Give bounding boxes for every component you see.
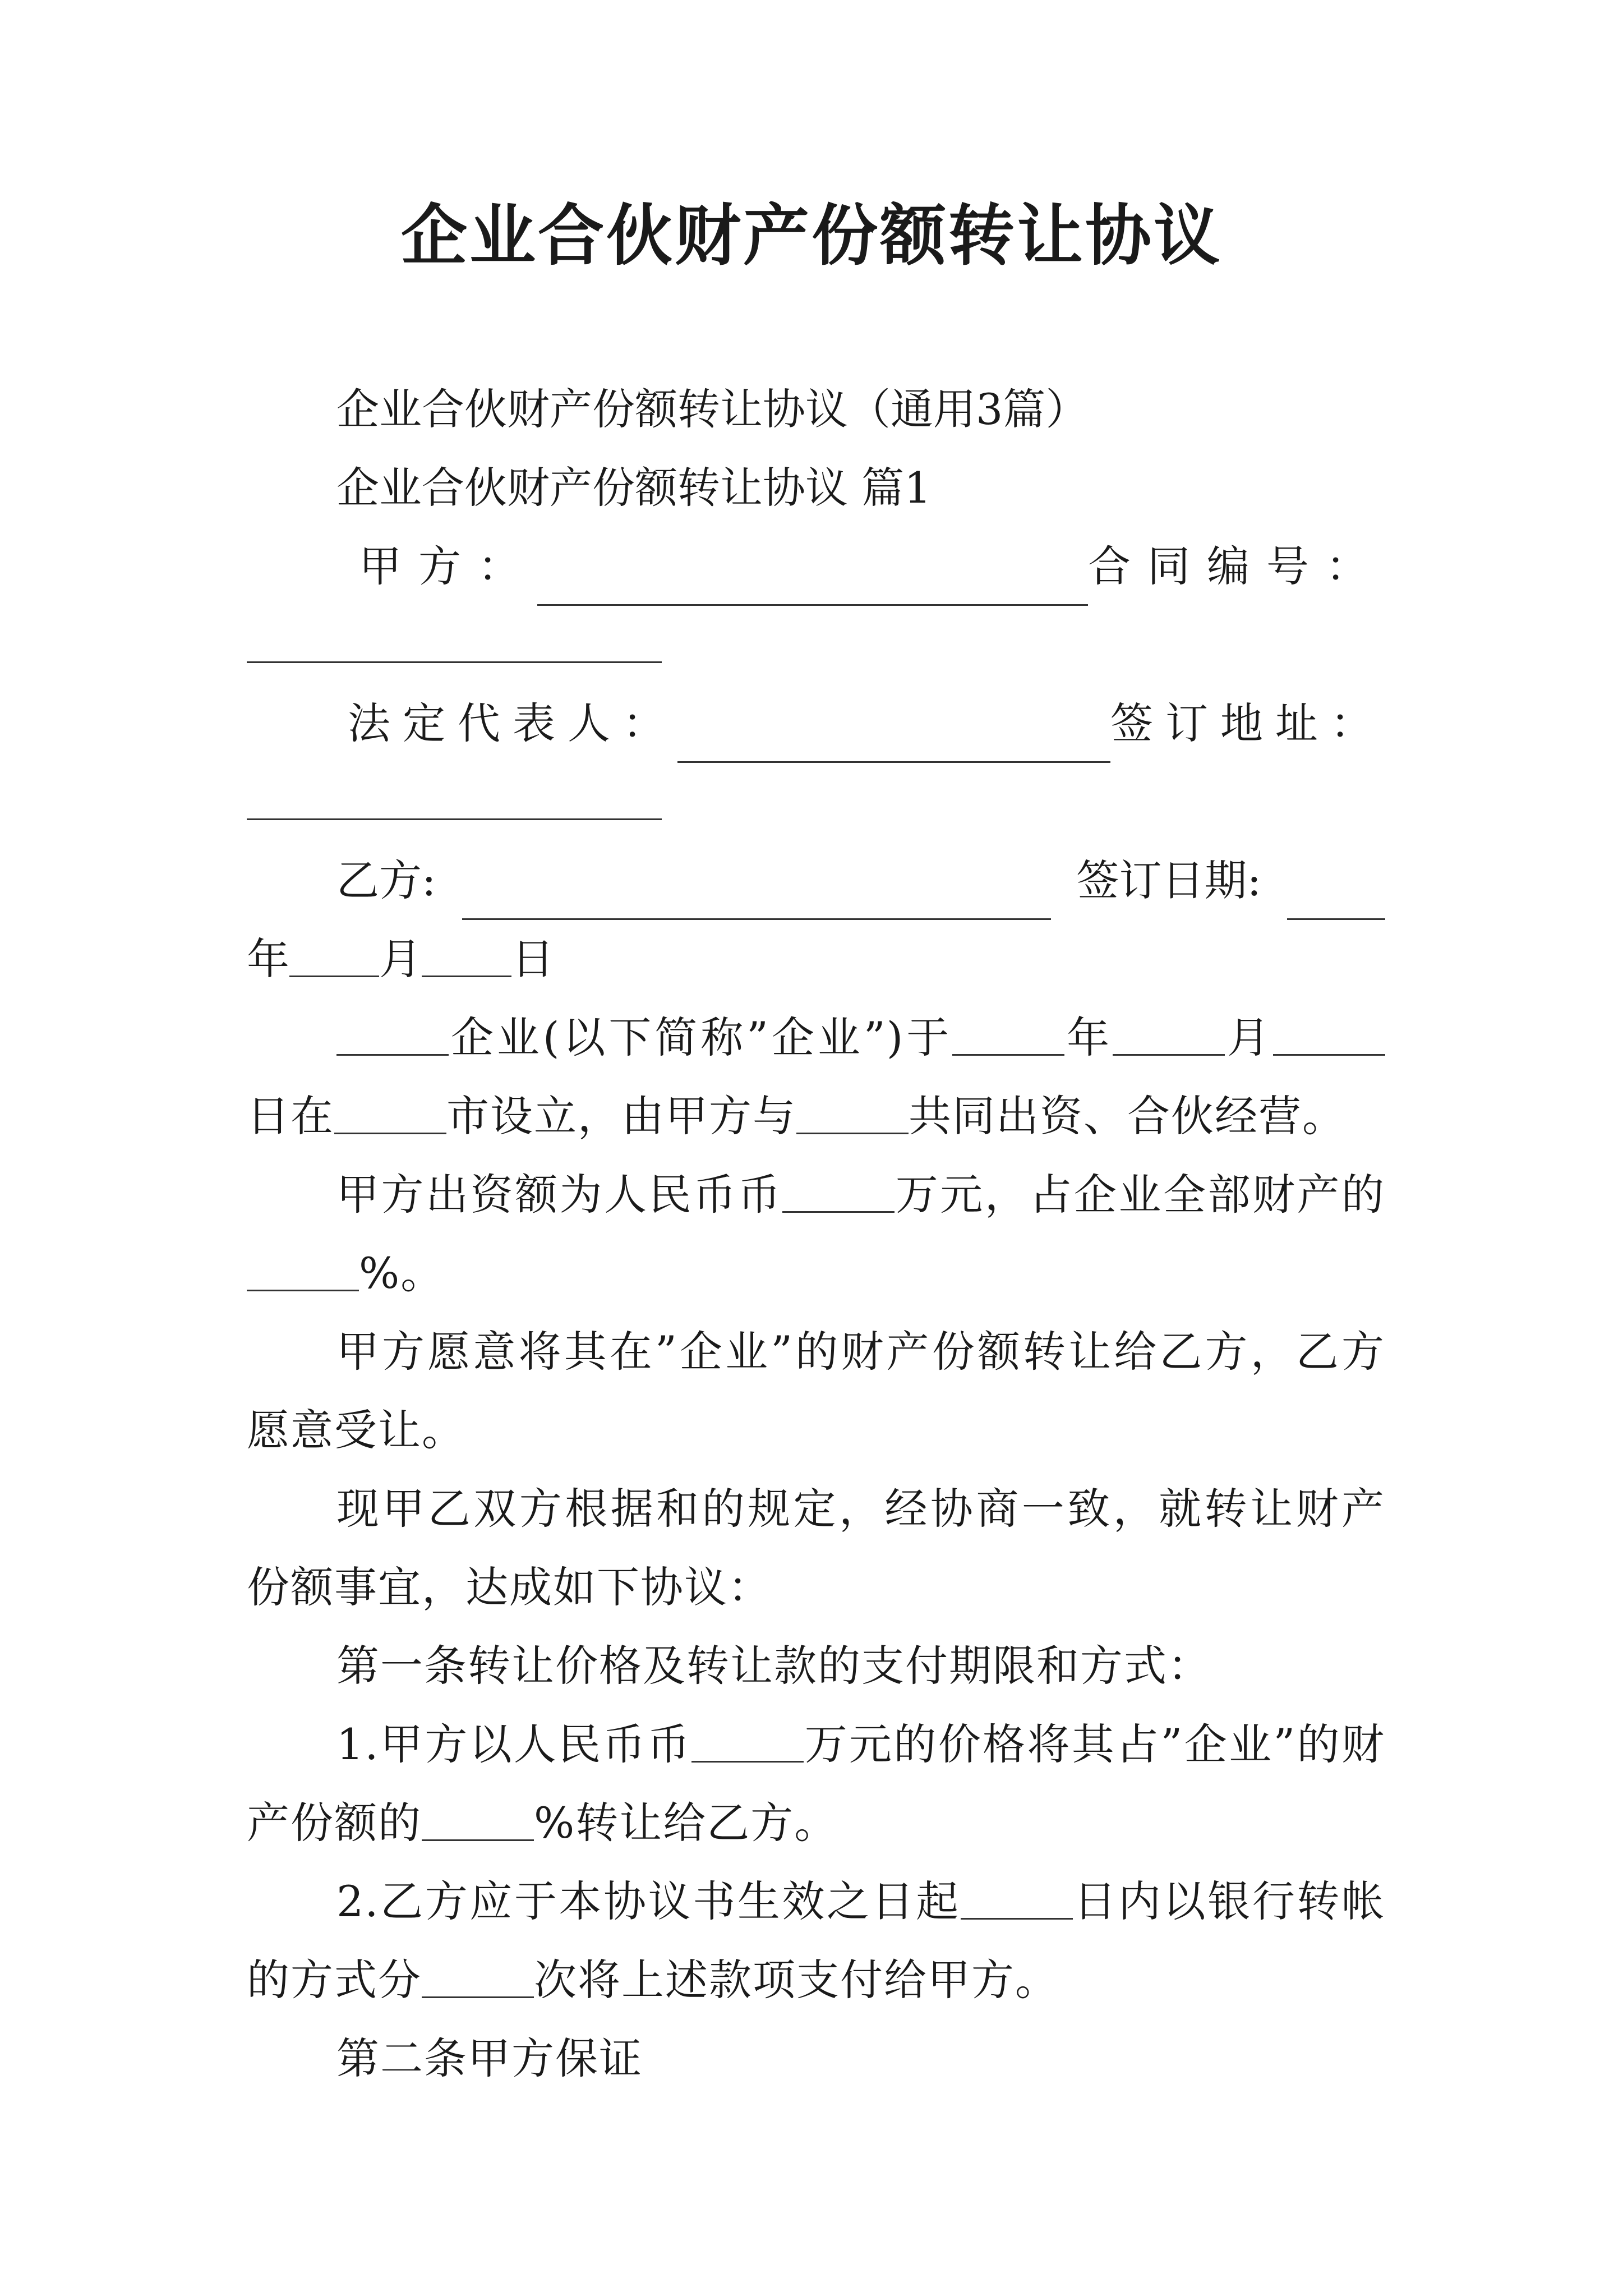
p1-city: 市设立，由甲方与 xyxy=(446,1091,796,1141)
city-blank xyxy=(334,1132,446,1134)
paragraph-contribution xyxy=(247,1156,1385,1313)
item1-text-b: 万元的价格将其占”企业”的财产份额的 xyxy=(247,1719,1385,1848)
days-blank xyxy=(961,1917,1073,1920)
date-month: 月 xyxy=(379,934,422,984)
party-a-row xyxy=(247,527,1385,606)
item1-text-c: %转让给乙方。 xyxy=(534,1798,838,1848)
item2-text-a: 2.乙方应于本协议书生效之日起 xyxy=(336,1876,961,1926)
party-a-label: 甲方： xyxy=(359,541,537,591)
sign-place-row xyxy=(247,763,1385,841)
contract-no-row xyxy=(247,606,1385,684)
transfer-percent-blank xyxy=(422,1839,534,1841)
article-1-item-1 xyxy=(247,1705,1385,1862)
p2-text-c: %。 xyxy=(359,1248,445,1298)
est-month-blank xyxy=(1113,1053,1225,1056)
p2-text-a: 甲方出资额为人民币币 xyxy=(336,1170,783,1220)
p1-day: 日在 xyxy=(247,1091,334,1141)
item1-text-a: 1.甲方以人民币币 xyxy=(336,1719,692,1769)
p1-text-a: 企业(以下简称”企业”)于 xyxy=(449,1013,953,1062)
document-body xyxy=(247,370,1385,2098)
enterprise-name-blank xyxy=(336,1053,449,1056)
party-b-label: 乙方: xyxy=(336,855,436,905)
contract-no-blank xyxy=(247,661,662,663)
date-year: 年 xyxy=(247,934,289,984)
month-blank xyxy=(289,975,379,977)
party-b-row xyxy=(247,841,1385,920)
legal-rep-row xyxy=(247,684,1385,763)
date-day: 日 xyxy=(511,934,554,984)
article-2-heading: 第二条甲方保证 xyxy=(336,2033,643,2083)
sign-date-label: 签订日期: xyxy=(1076,855,1262,905)
est-day-blank xyxy=(1273,1053,1385,1056)
article-1-heading: 第一条转让价格及转让款的支付期限和方式： xyxy=(336,1641,1211,1691)
partner-blank xyxy=(796,1132,909,1134)
paragraph-agreement: 现甲乙双方根据和的规定，经协商一致，就转让财产份额事宜，达成如下协议： xyxy=(247,1484,1385,1612)
day-blank xyxy=(422,975,511,977)
price-blank xyxy=(691,1760,804,1763)
date-row xyxy=(247,920,1385,999)
p2-text-b: 万元，占企业全部财产的 xyxy=(895,1170,1386,1220)
share-percent-blank xyxy=(247,1289,359,1291)
contract-no-label: 合同编号： xyxy=(1088,541,1385,591)
item2-text-b: 日内以银行转帐的方式分 xyxy=(247,1876,1386,2005)
installments-blank xyxy=(422,1996,534,1998)
contribution-blank xyxy=(782,1211,895,1213)
sign-place-blank xyxy=(247,818,662,820)
p1-month: 月 xyxy=(1225,1013,1274,1062)
paragraph-establishment xyxy=(247,999,1385,1156)
part-title: 企业合伙财产份额转让协议 篇1 xyxy=(336,463,932,513)
sign-date-blank xyxy=(1287,918,1385,920)
legal-rep-label: 法定代表人： xyxy=(348,698,677,748)
article-1-item-2 xyxy=(247,1862,1385,2019)
paragraph-willing: 甲方愿意将其在”企业”的财产份额转让给乙方，乙方愿意受让。 xyxy=(247,1327,1385,1455)
legal-rep-blank xyxy=(677,761,1110,763)
document-title: 企业合伙财产份额转让协议 xyxy=(400,196,1222,274)
est-year-blank xyxy=(952,1053,1064,1056)
intro-heading: 企业合伙财产份额转让协议（通用3篇） xyxy=(336,384,1089,434)
item2-text-c: 次将上述款项支付给甲方。 xyxy=(534,1955,1059,2005)
p1-end: 共同出资、合伙经营。 xyxy=(909,1091,1346,1141)
sign-place-label: 签订地址： xyxy=(1110,698,1385,748)
p1-year: 年 xyxy=(1064,1013,1113,1062)
